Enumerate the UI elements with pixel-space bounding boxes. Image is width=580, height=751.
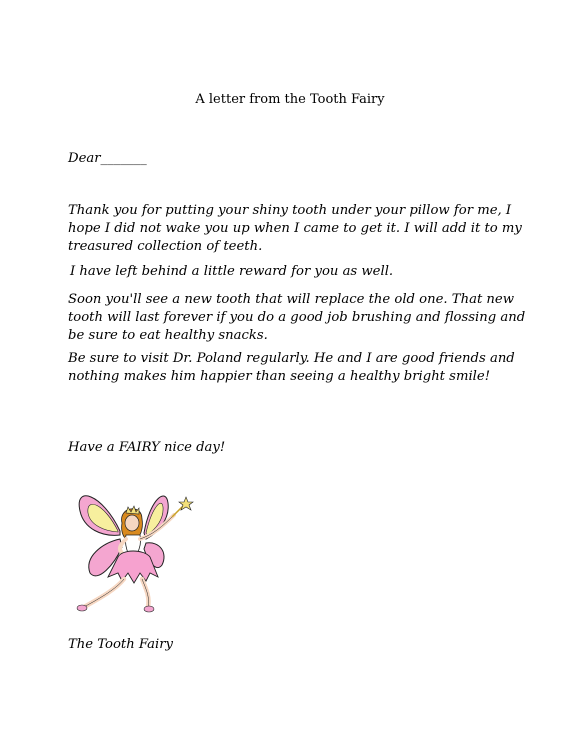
paragraph-new-tooth: Soon you'll see a new tooth that will replace the old one. That new tooth will last forever if you do a good job brushing and flossing and be sure to eat healthy snacks. <box>68 292 526 343</box>
salutation: Dear_______ <box>68 151 147 166</box>
paragraph-reward: I have left behind a little reward for you as well. <box>70 264 394 279</box>
closing-line: Have a FAIRY nice day! <box>68 440 226 455</box>
letter-title: A letter from the Tooth Fairy <box>195 92 385 107</box>
tooth-fairy-illustration <box>62 485 212 625</box>
signature: The Tooth Fairy <box>68 637 174 652</box>
paragraph-thank-you: Thank you for putting your shiny tooth under your pillow for me, I hope I did not wake you up when I came to get it. I will add it to my treasured collection of teeth. <box>68 203 522 254</box>
paragraph-dentist: Be sure to visit Dr. Poland regularly. He and I are good friends and nothing makes him happier than seeing a healthy bright smile! <box>68 351 515 384</box>
